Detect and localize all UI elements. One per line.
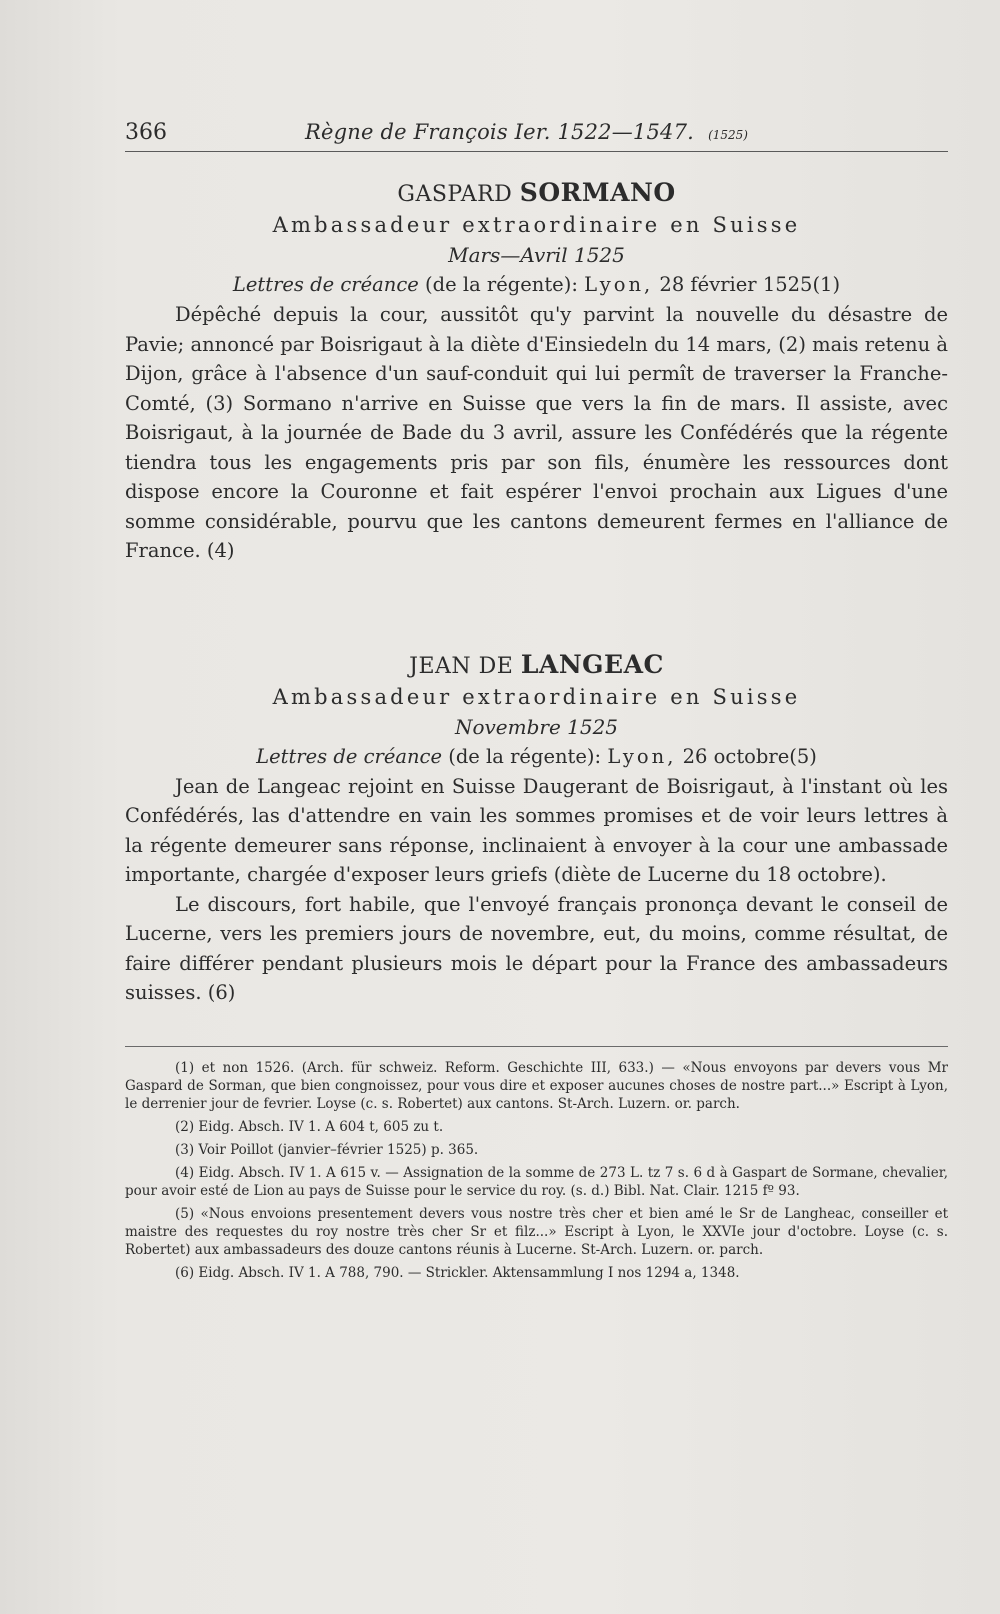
credentials-label: Lettres de créance [256,744,443,768]
body-paragraph: Dépêché depuis la cour, aussitôt qu'y parvint la nouvelle du désastre de Pavie; annoncé par Boisrigaut à la diète d'Einsiedeln du 14 mars, (2) mais retenu à Dijon, grâce à l'absence d'un sauf-conduit qui lui permît de traverser la Franche-Comté, (3) Sormano n'arrive en Suisse que vers la fin de mars. Il assiste, avec Boisrigaut, à la journée de Bade du 3 avril, assure les Confédérés que la régente tiendra tous les engagements pris par son fils, énumère les ressources dont dispose encore la Couronne et fait espérer l'envoi prochain aux Ligues d'une somme considérable, pourvu que les cantons demeurent fermes en l'alliance de France. (4) [125,303,948,562]
footnotes [125,1059,948,1282]
running-year: (1525) [708,128,748,142]
running-head [125,120,948,152]
footnote: (5) «Nous envoions presentement devers vous nostre très cher et bien amé le Sr de Langheac, conseiller et maistre des requestes du roy nostre très cher Sr et filz...» Escript à Lyon, le XXVIe jour d'octobre. Loyse (c. s. Robertet) aux ambassadeurs des douze cantons réunis à Lucerne. St-Arch. Luzern. or. parch. [125,1205,948,1258]
credentials-note: (1) [812,273,841,296]
section-sormano [125,178,948,296]
credentials-label: Lettres de créance [232,273,419,296]
footnote: (2) Eidg. Absch. IV 1. A 604 t, 605 zu t. [175,1118,444,1135]
credentials-detail: (de la régente): [448,744,602,768]
running-title: Règne de François Ier. 1522—1547. [305,120,695,144]
ambassador-name [125,178,948,207]
footnote: (3) Voir Poillot (janvier–février 1525) p. 365. [175,1141,479,1158]
mission-period: Mars—Avril 1525 [448,243,625,267]
credentials-note: (5) [789,744,817,768]
first-name: JEAN DE [409,653,514,679]
credentials-line [125,745,948,768]
credentials-date: 28 février 1525 [659,273,813,296]
credentials-date: 26 octobre [682,744,790,768]
footnote-divider [125,1046,948,1047]
ambassador-role: Ambassadeur extraordinaire en Suisse [272,213,801,237]
footnote: (6) Eidg. Absch. IV 1. A 788, 790. — Strickler. Aktensammlung I nos 1294 a, 1348. [175,1264,740,1281]
page-number: 366 [125,120,167,145]
credentials-line [125,273,948,296]
footnote: (4) Eidg. Absch. IV 1. A 615 v. — Assignation de la somme de 273 L. tz 7 s. 6 d à Gaspart de Sormane, chevalier, pour avoir esté de Lion au pays de Suisse pour le service du roy. (s. d.) Bibl. Nat. Clair. 1215 fº 93. [125,1164,948,1199]
mission-period: Novembre 1525 [454,714,619,739]
section-langeac [125,650,948,768]
first-name: GASPARD [397,182,513,207]
surname: LANGEAC [520,649,664,679]
credentials-detail: (de la régente): [425,273,578,296]
ambassador-name [125,650,948,679]
body-paragraph: Le discours, fort habile, que l'envoyé français prononça devant le conseil de Lucerne, vers les premiers jours de novembre, eut, du moins, comme résultat, de faire différer pendant plusieurs mois le départ pour la France des ambassadeurs suisses. (6) [125,892,948,1004]
body-paragraph: Jean de Langeac rejoint en Suisse Daugerant de Boisrigaut, à l'instant où les Confédérés, las d'attendre en vain les sommes promises et de voir leurs lettres à la régente demeurer sans réponse, inclinaient à envoyer à la cour une ambassade importante, chargée d'exposer leurs griefs (diète de Lucerne du 18 octobre). [125,774,948,886]
ambassador-role: Ambassadeur extraordinaire en Suisse [272,684,801,709]
footnote: (1) et non 1526. (Arch. für schweiz. Reform. Geschichte III, 633.) — «Nous envoyons par devers vous Mr Gaspard de Sorman, que bien congnoissez, pour vous dire et exposer aucunes choses de nostre part...» Escript à Lyon, le derrenier jour de fevrier. Loyse (c. s. Robertet) aux cantons. St-Arch. Luzern. or. parch. [125,1059,948,1112]
surname: SORMANO [519,178,676,207]
credentials-city: Lyon, [584,273,654,296]
credentials-city: Lyon, [607,744,677,768]
